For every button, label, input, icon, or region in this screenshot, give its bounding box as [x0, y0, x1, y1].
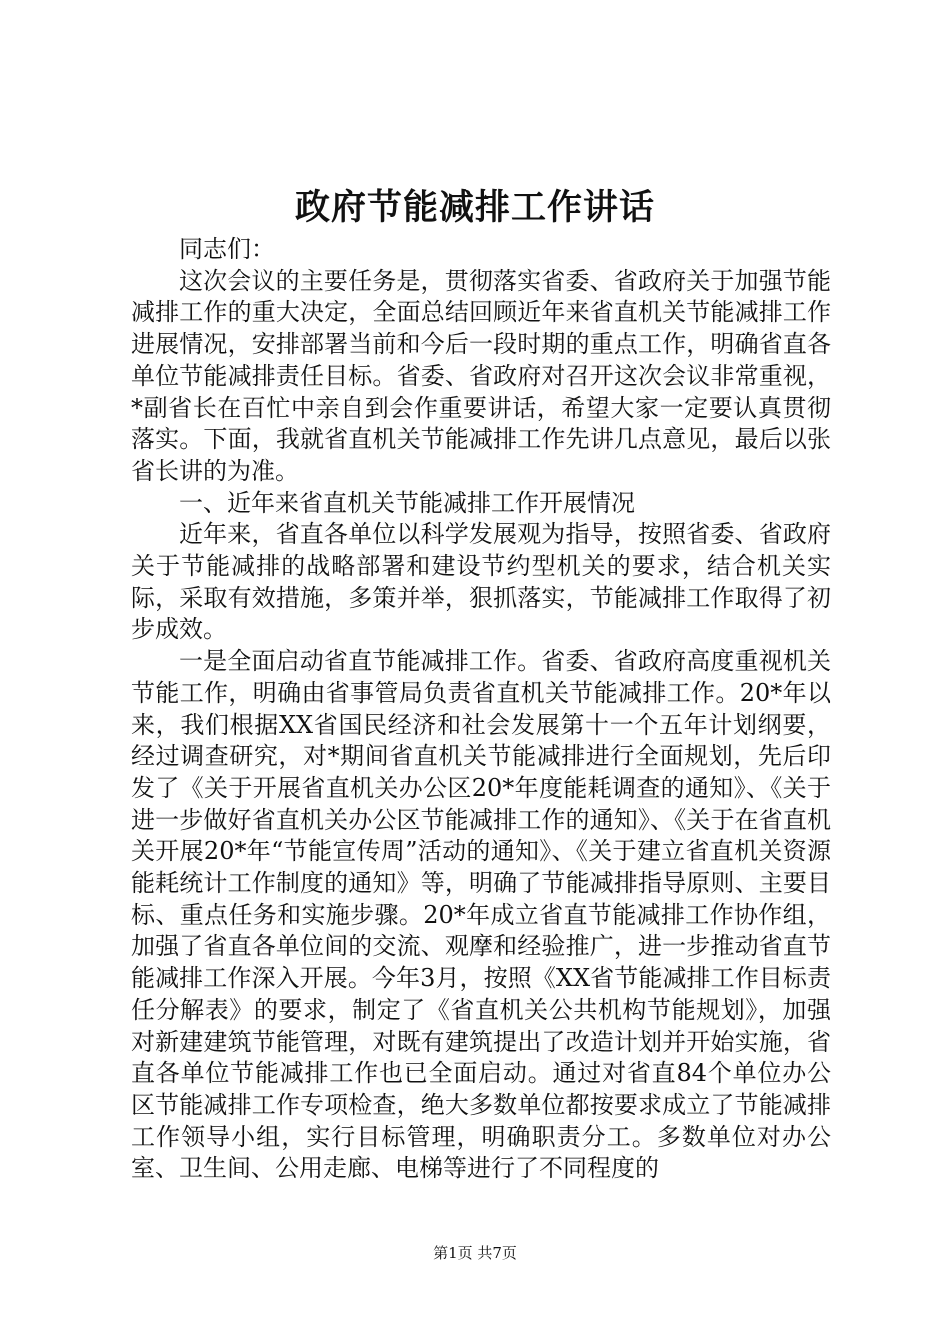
- document-title: 政府节能减排工作讲话: [294, 187, 655, 228]
- salutation-paragraph: 同志们：: [179, 235, 275, 263]
- section-heading: 一、近年来省直机关节能减排工作开展情况: [179, 488, 635, 517]
- intro-paragraph: 这次会议的主要任务是，贯彻落实省委、省政府关于加强节能减排工作的重大决定，全面总结回顾近年来省直机关节能减排工作进展情况，安排部署当前和今后一段时期的重点工作，明确省直各单位节能减排责任目标。省委、省政府对召开这次会议非常重视，*副省长在百忙中亲自到会作重要讲话，希望大家一定要认真贯彻落实。下面，我就省直机关节能减排工作先讲几点意见，最后以张省长讲的为准。: [131, 266, 831, 485]
- body-paragraph: 近年来，省直各单位以科学发展观为指导，按照省委、省政府关于节能减排的战略部署和建设节约型机关的要求，结合机关实际，采取有效措施，多策并举，狠抓落实，节能减排工作取得了初步成效。: [131, 520, 831, 644]
- page-number-footer: 第1页 共7页: [433, 1244, 517, 1262]
- document-body: [131, 234, 831, 1185]
- body-paragraph: 一是全面启动省直节能减排工作。省委、省政府高度重视机关节能工作，明确由省事管局负责省直机关节能减排工作。20*年以来，我们根据XX省国民经济和社会发展第十一个五年计划纲要，经过调查研究，对*期间省直机关节能减排进行全面规划，先后印发了《关于开展省直机关办公区20*年度能耗调查的通知》、《关于进一步做好省直机关办公区节能减排工作的通知》、《关于在省直机关开展20*年“节能宣传周”活动的通知》、《关于建立省直机关资源能耗统计工作制度的通知》等，明确了节能减排指导原则、主要目标、重点任务和实施步骤。20*年成立省直节能减排工作协作组，加强了省直各单位间的交流、观摩和经验推广，进一步推动省直节能减排工作深入开展。今年3月，按照《XX省节能减排工作目标责任分解表》的要求，制定了《省直机关公共机构节能规划》，加强对新建建筑节能管理，对既有建筑提出了改造计划并开始实施，省直各单位节能减排工作也已全面启动。通过对省直84个单位办公区节能减排工作专项检查，绝大多数单位都按要求成立了节能减排工作领导小组，实行目标管理，明确职责分工。多数单位对办公室、卫生间、公用走廊、电梯等进行了不同程度的: [131, 647, 831, 1183]
